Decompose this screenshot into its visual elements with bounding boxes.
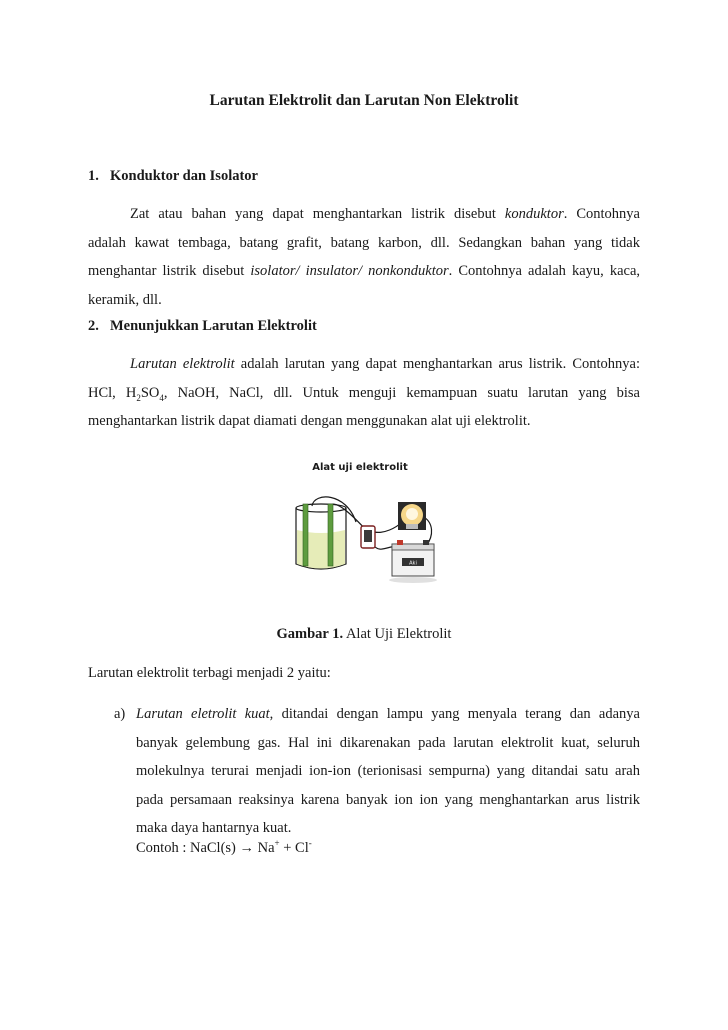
s1-line-4: keramik, dll. <box>88 291 162 308</box>
wire-left <box>312 497 356 522</box>
s2-line-1: Larutan elektrolit adalah larutan yang dapat menghantarkan arus listrik. Contohnya: <box>130 356 640 372</box>
wire-to-lamp <box>374 522 402 532</box>
section-1-number: 1. <box>88 168 99 184</box>
electrode-right <box>328 504 333 566</box>
page-title: Larutan Elektrolit dan Larutan Non Elektrolit <box>209 92 519 109</box>
electrolyte-tester-figure <box>284 488 454 588</box>
s2-line-2: HCl, $H_2SO_4$, NaOH, NaCl, dll. Untuk menguji kemampuan suatu larutan yang bisa <box>88 384 640 403</box>
electrode-left <box>303 504 308 566</box>
section-2-paragraph <box>88 350 640 436</box>
s2-line-3: menghantarkan listrik dapat diamati dengan menggunakan alat uji elektrolit. <box>88 413 531 429</box>
s1-line-2: adalah kawat tembaga, batang grafit, batang karbon, dll. Sedangkan bahan yang tidak <box>88 234 640 251</box>
section-1-heading <box>88 168 258 185</box>
section-1-paragraph <box>88 200 640 314</box>
s1-line-1: Zat atau bahan yang dapat menghantarkan listrik disebut konduktor. Contohnya <box>130 206 640 222</box>
battery-label: Aki <box>409 560 417 567</box>
list-item-a-body: Larutan eletrolit kuat, ditandai dengan lampu yang menyala terang dan adanya banyak gelembung gas. Hal ini dikarenakan pada larutan elektrolit kuat, seluruh molekulnya terurai menjadi ion-ion (terionisasi sempurna) yang ditandai satu arah pada persamaan reaksinya karena banyak ion ion yang menghantarkan arus listrik maka daya hantarnya kuat. <box>136 706 640 836</box>
section-2-number: 2. <box>88 318 99 334</box>
battery-icon <box>389 540 437 583</box>
section-2-title: Menunjukkan Larutan Elektrolit <box>110 318 317 334</box>
section-2-heading <box>88 318 317 335</box>
lamp-icon <box>398 502 426 530</box>
list-intro: Larutan elektrolit terbagi menjadi 2 yaitu: <box>88 665 331 681</box>
example-equation: Contoh : NaCl(s) → Na+ + Cl- <box>136 838 312 856</box>
section-1-title: Konduktor dan Isolator <box>110 168 258 184</box>
beaker <box>296 504 346 569</box>
s1-line-3: menghantar listrik disebut isolator/ insulator/ nonkonduktor. Contohnya adalah kayu, kaca, <box>88 263 641 279</box>
figure-label: Alat uji elektrolit <box>312 462 408 473</box>
figure-caption: Gambar 1. Alat Uji Elektrolit <box>276 626 452 642</box>
list-item-a-marker: a) <box>114 706 126 722</box>
meter-icon <box>361 526 375 548</box>
